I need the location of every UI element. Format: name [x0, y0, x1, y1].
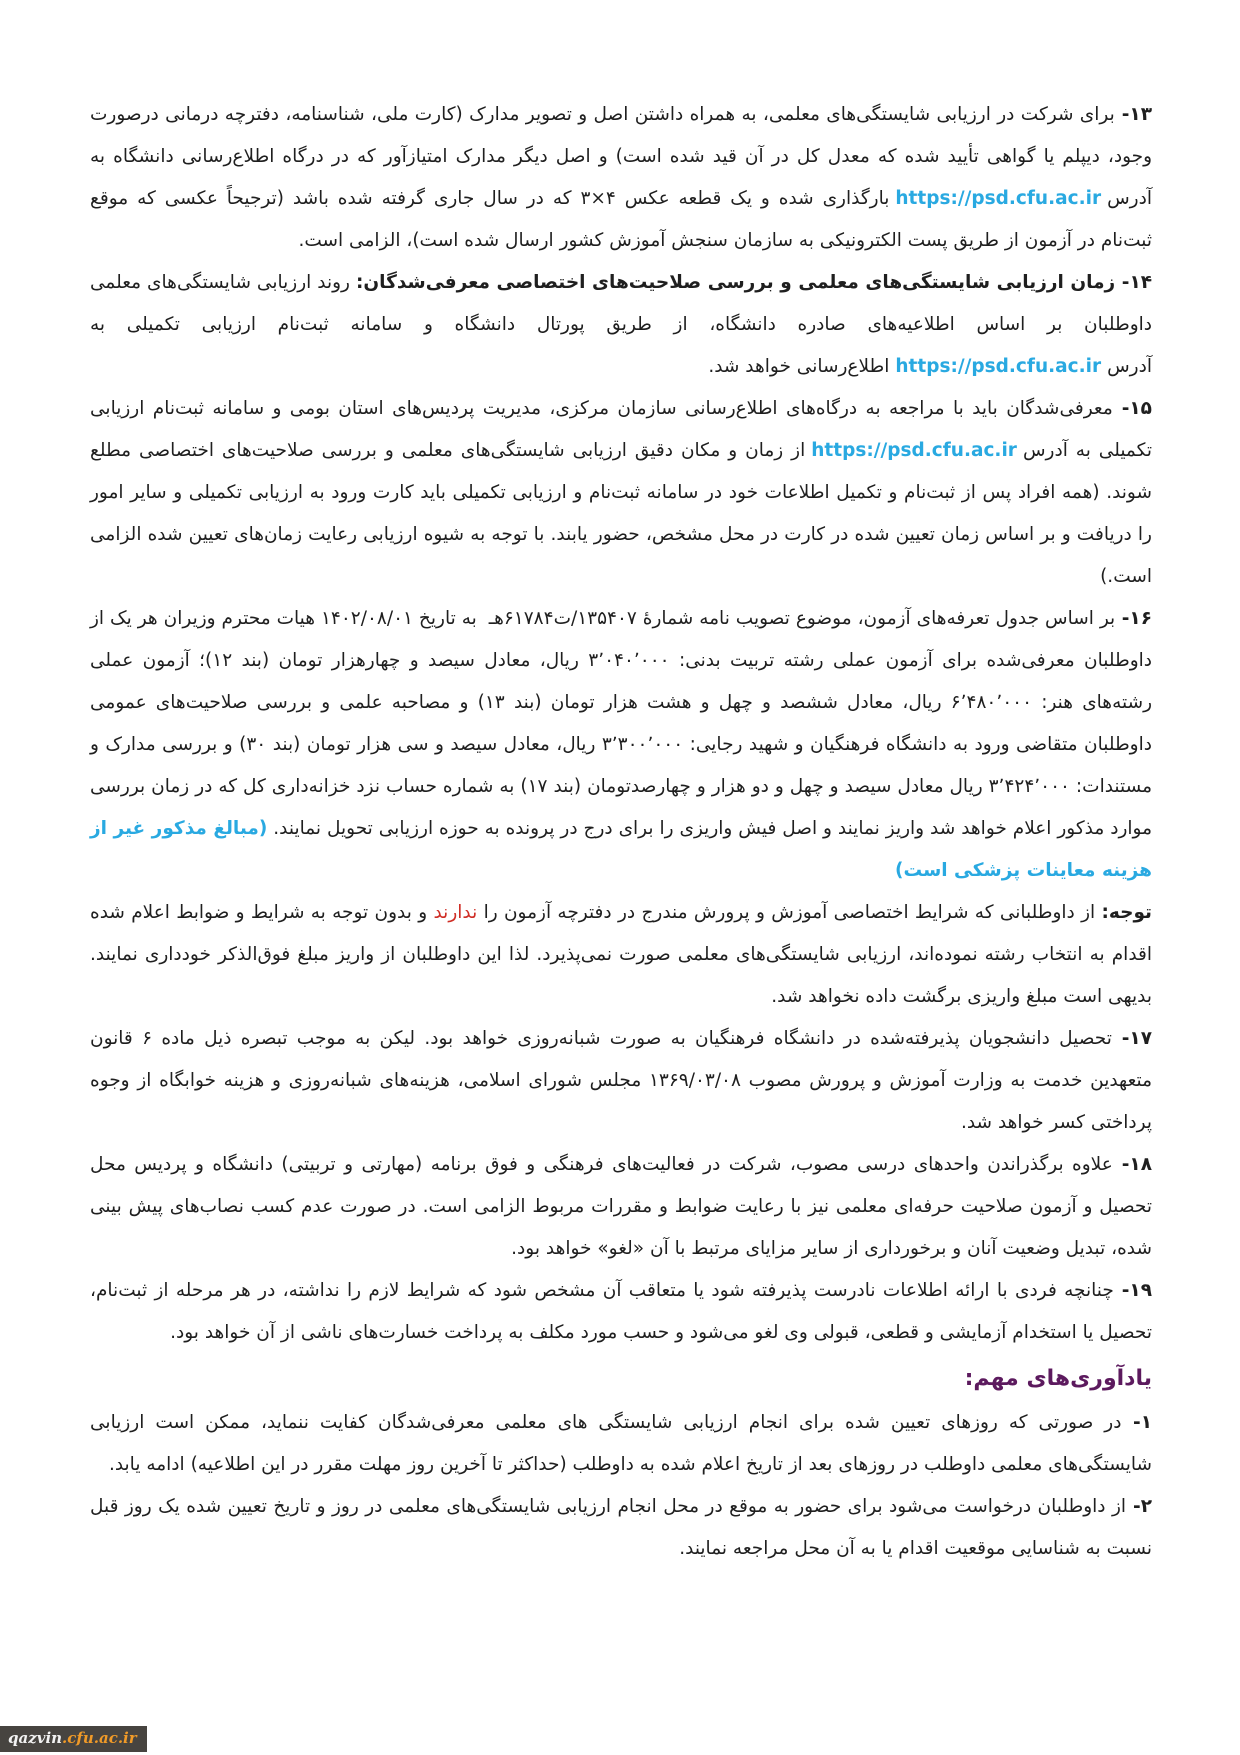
attention-text: از داوطلبانی که شرایط اختصاصی آموزش و پرورش مندرج در دفترچه آزمون را: [477, 902, 1102, 923]
reminder-1: [84, 1402, 1152, 1486]
item-17-number: ۱۷-: [1111, 1028, 1152, 1049]
item-19-text: چنانچه فردی با ارائه اطلاعات نادرست پذیرفته شود یا متعاقب آن مشخص شود که شرایط لازم را نداشته، در هر مرحله از ثبت‌نام، تحصیل یا استخدام آزمایشی و قطعی، قبولی وی لغو می‌شود و حسب مورد مکلف به پرداخت خسارت‌های ناشی از آن خواهد بود.: [84, 1280, 1152, 1343]
item-19-number: ۱۹-: [1113, 1280, 1152, 1301]
site-watermark-badge: [0, 1726, 147, 1752]
item-14-bold-lead: ۱۴- زمان ارزیابی شایستگی‌های معلمی و بررسی صلاحیت‌های اختصاصی معرفی‌شدگان:: [355, 272, 1153, 293]
item-19: [84, 1270, 1152, 1354]
item-18-text: علاوه برگذراندن واحدهای درسی مصوب، شرکت در فعالیت‌های فرهنگی و فوق برنامه (مهارتی و تربیتی) دانشگاه و پردیس محل تحصیل و آزمون صلاحیت حرفه‌ای معلمی نیز با رعایت ضوابط و مقررات مربوط الزامی است. در صورت عدم کسب نصاب‌های پیش بینی شده، تبدیل وضعیت آنان و برخورداری از سایر مزایای مرتبط با آن «لغو» خواهد بود.: [84, 1154, 1152, 1259]
item-13-text: برای شرکت در ارزیابی شایستگی‌های معلمی، به همراه داشتن اصل و تصویر مدارک (کارت ملی، شناسنامه، دفترچه درمانی درصورت وجود، دیپلم یا گواهی تأیید شده که معدل کل در آن قید شده است) و اصل دیگر مدارک امتیازآور که در درگاه اطلاع‌رسانی دانشگاه به آدرس: [84, 104, 1153, 209]
attention-text: و بدون توجه به شرایط و ضوابط اعلام شده اقدام به انتخاب رشته نموده‌اند، ارزیابی شایستگی‌های معلمی صورت نمی‌پذیرد. لذا این داوطلبان از واریز مبلغ فوق‌الذکر خودداری نمایند. بدیهی است مبلغ واریزی برگشت داده نخواهد شد.: [84, 902, 1153, 1007]
item-14-text: اطلاع‌رسانی خواهد شد.: [708, 356, 890, 377]
reminder-2: [84, 1486, 1152, 1570]
reminder-1-text: در صورتی که روزهای تعیین شده برای انجام ارزیابی شایستگی های معلمی معرفی‌شدگان کفایت ننماید، ممکن است ارزیابی شایستگی‌های معلمی داوطلب در روزهای بعد از تاریخ اعلام شده به داوطلب (حداکثر تا آخرین روز مهلت مقرر در این اطلاعیه) ادامه یابد.: [84, 1412, 1152, 1475]
item-18: [84, 1144, 1153, 1270]
item-15-number: ۱۵-: [1112, 398, 1152, 419]
item-15-text: از زمان و مکان دقیق ارزیابی شایستگی‌های معلمی و بررسی صلاحیت‌های اختصاصی مطلع شوند. (همه افراد پس از ثبت‌نام و تکمیل اطلاعات خود در سامانه ثبت‌نام و ارزیابی تکمیلی باید کارت ورود به ارزیابی تکمیلی و سایر امور را دریافت و بر اساس زمان تعیین شده در کارت در محل مشخص، حضور یابند. با توجه به شیوه ارزیابی رعایت زمان‌های تعیین شده الزامی است.): [84, 440, 1152, 587]
psd-url-link[interactable]: https://psd.cfu.ac.ir: [811, 440, 1017, 461]
item-16: [83, 598, 1153, 892]
item-17-text: تحصیل دانشجویان پذیرفته‌شده در دانشگاه فرهنگیان به صورت شبانه‌روزی خواهد بود. لیکن به موجب تبصره ذیل ماده ۶ قانون متعهدین خدمت به وزارت آموزش و پرورش مصوب ۱۳۶۹/۰۳/۰۸ مجلس شورای اسلامی، هزینه‌های شبانه‌روزی و هزینه خوابگاه از وجوه پرداختی کسر خواهد شد.: [84, 1028, 1152, 1133]
important-reminders-heading: [90, 1356, 1152, 1402]
item-13-text: بارگذاری شده و یک قطعه عکس ۴×۳ که در سال جاری گرفته شده باشد (ترجیحاً عکسی که موقع ثبت‌نام در آزمون از طریق پست الکترونیکی به سازمان سنجش آموزش کشور ارسال شده است)، الزامی است.: [84, 188, 1152, 251]
reminder-2-number: ۲-: [1126, 1496, 1152, 1517]
item-14-text: روند ارزیابی شایستگی‌های معلمی داوطلبان بر اساس اطلاعیه‌های صادره دانشگاه، از طریق پورتال دانشگاه و سامانه ثبت‌نام ارزیابی تکمیلی به آدرس: [84, 272, 1153, 377]
attention-note: [84, 892, 1153, 1018]
reminder-1-number: ۱-: [1121, 1412, 1152, 1433]
watermark-site-name: qazvin: [8, 1729, 63, 1747]
important-reminders-title: یادآوری‌های مهم:: [964, 1366, 1152, 1391]
red-warning-word: ندارند: [433, 902, 478, 923]
attention-label: توجه:: [1101, 902, 1152, 923]
item-13-number: ۱۳-: [1114, 104, 1152, 125]
item-13: [84, 94, 1153, 262]
item-18-number: ۱۸-: [1112, 1154, 1153, 1175]
item-15-text: معرفی‌شدگان باید با مراجعه به درگاه‌های اطلاع‌رسانی سازمان مرکزی، مدیریت پردیس‌های استان بومی و سامانه ثبت‌نام ارزیابی تکمیلی به آدرس: [84, 398, 1152, 461]
medical-fee-note: (مبالغ مذکور غیر از هزینه معاینات پزشکی است): [83, 818, 1152, 881]
psd-url-link[interactable]: https://psd.cfu.ac.ir: [895, 188, 1102, 209]
reminder-2-text: از داوطلبان درخواست می‌شود برای حضور به موقع در محل انجام ارزیابی شایستگی‌های معلمی در روز و تاریخ تعیین شده یک روز قبل نسبت به شناسایی موقعیت اقدام یا به آن محل مراجعه نمایند.: [84, 1496, 1152, 1559]
psd-url-link[interactable]: https://psd.cfu.ac.ir: [895, 356, 1102, 377]
item-14: [84, 262, 1153, 388]
item-15: [84, 388, 1152, 598]
item-17: [84, 1018, 1152, 1144]
item-16-text: بر اساس جدول تعرفه‌های آزمون، موضوع تصویب نامه شمارهٔ ۱۳۵۴۰۷/ت۶۱۷۸۴هـ به تاریخ ۱۴۰۲/۰۸/۰۱ هیات محترم وزیران هر یک از داوطلبان معرفی‌شده برای آزمون عملی رشته تربیت بدنی: ۳٬۰۴۰٬۰۰۰ ریال، معادل سیصد و چهارهزار تومان (بند ۱۲)؛ آزمون عملی رشته‌های هنر: ۶٬۴۸۰٬۰۰۰ ریال، معادل ششصد و چهل و هشت هزار تومان (بند ۱۳) و مصاحبه علمی و بررسی صلاحیت‌های عمومی داوطلبان متقاضی ورود به دانشگاه فرهنگیان و شهید رجایی: ۳٬۳۰۰٬۰۰۰ ریال، معادل سیصد و سی هزار تومان (بند ۳۰) و بررسی مدارک و مستندات: ۳٬۴۲۴٬۰۰۰ ریال معادل سیصد و چهل و دو هزار و چهارصدتومان (بند ۱۷) به شماره حساب نزد خزانه‌داری کل که در زمان بررسی موارد مذکور اعلام خواهد شد واریز نمایند و اصل فیش واریزی را برای درج در پرونده به حوزه ارزیابی تحویل نمایند.: [84, 608, 1153, 839]
item-16-number: ۱۶-: [1115, 608, 1153, 629]
watermark-site-domain: .cfu.ac.ir: [62, 1729, 137, 1747]
